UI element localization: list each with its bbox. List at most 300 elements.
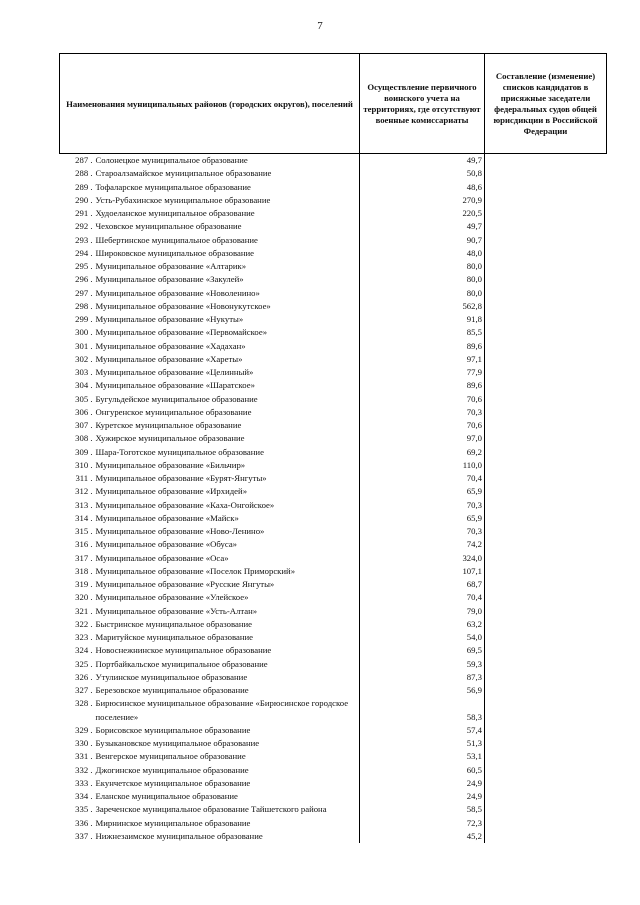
row-military-value: 97,1 xyxy=(360,353,485,366)
row-municipality-name: Муниципальное образование «Поселок Приморский» xyxy=(95,565,296,576)
row-jury-value xyxy=(485,340,607,353)
row-municipality-name: Солонецкое муниципальное образование xyxy=(95,155,248,165)
row-municipality-name: Бузыкановское муниципальное образование xyxy=(95,738,260,748)
row-municipality-name: Муниципальное образование «Усть-Алтан» xyxy=(95,605,258,616)
row-number: 323 . xyxy=(75,632,93,642)
row-military-value: 70,3 xyxy=(360,406,485,419)
row-jury-value xyxy=(485,472,607,485)
row-name-cell xyxy=(60,393,360,406)
row-military-value: 85,5 xyxy=(360,326,485,339)
table-row xyxy=(60,167,607,180)
row-military-value: 87,3 xyxy=(360,671,485,684)
row-municipality-name: Быстринское муниципальное образование xyxy=(95,618,252,629)
row-name-cell xyxy=(60,167,360,180)
table-row xyxy=(60,446,607,459)
table-row xyxy=(60,194,607,207)
row-municipality-name: Худоеланское муниципальное образование xyxy=(95,208,255,218)
row-number: 314 . xyxy=(75,512,93,523)
table-row xyxy=(60,220,607,233)
row-number: 301 . xyxy=(75,340,93,351)
row-name-cell xyxy=(60,552,360,565)
row-jury-value xyxy=(485,684,607,697)
row-military-value: 562,8 xyxy=(360,300,485,313)
table-row xyxy=(60,207,607,220)
row-military-value: 58,3 xyxy=(360,697,485,724)
table-row xyxy=(60,538,607,551)
row-military-value: 45,2 xyxy=(360,830,485,843)
row-military-value: 72,3 xyxy=(360,817,485,830)
row-name-cell xyxy=(60,777,360,790)
row-name-cell xyxy=(60,499,360,512)
row-name-cell xyxy=(60,565,360,578)
row-jury-value xyxy=(485,326,607,339)
row-municipality-name: Утулинское муниципальное образование xyxy=(95,671,248,682)
row-number: 336 . xyxy=(75,817,93,828)
row-municipality-name: Нижнезаимское муниципальное образование xyxy=(95,830,263,841)
row-number: 318 . xyxy=(75,565,93,576)
row-name-cell xyxy=(60,605,360,618)
row-municipality-name: Онгуренское муниципальное образование xyxy=(95,406,252,417)
row-jury-value xyxy=(485,379,607,392)
row-military-value: 220,5 xyxy=(360,207,485,220)
row-number: 321 . xyxy=(75,605,93,616)
municipal-table xyxy=(59,53,607,843)
row-name-cell xyxy=(60,631,360,644)
row-municipality-name: Муниципальное образование «Хадахан» xyxy=(95,340,246,351)
row-number: 303 . xyxy=(75,367,93,377)
row-jury-value xyxy=(485,618,607,631)
row-municipality-name: Муниципальное образование «Целинный» xyxy=(95,367,254,377)
row-number: 302 . xyxy=(75,353,93,364)
row-name-cell xyxy=(60,803,360,816)
row-military-value: 90,7 xyxy=(360,234,485,247)
table-row xyxy=(60,406,607,419)
row-jury-value xyxy=(485,578,607,591)
table-row xyxy=(60,353,607,366)
row-municipality-name: Мирнинское муниципальное образование xyxy=(95,817,251,828)
header-name: Наименования муниципальных районов (городских округов), поселений xyxy=(60,54,360,154)
row-number: 325 . xyxy=(75,658,93,669)
row-municipality-name: Муниципальное образование «Новонукутское» xyxy=(95,300,271,311)
row-jury-value xyxy=(485,353,607,366)
row-number: 330 . xyxy=(75,738,93,748)
row-name-cell xyxy=(60,737,360,750)
table-row xyxy=(60,591,607,604)
row-jury-value xyxy=(485,499,607,512)
row-name-cell xyxy=(60,750,360,763)
row-number: 322 . xyxy=(75,618,93,629)
row-jury-value xyxy=(485,724,607,737)
table-row xyxy=(60,432,607,445)
row-military-value: 68,7 xyxy=(360,578,485,591)
row-number: 313 . xyxy=(75,499,93,510)
row-name-cell xyxy=(60,764,360,777)
row-number: 304 . xyxy=(75,380,93,391)
row-number: 312 . xyxy=(75,486,93,497)
row-municipality-name: Муниципальное образование «Бурят-Янгуты» xyxy=(95,473,267,483)
table-row xyxy=(60,605,607,618)
row-number: 337 . xyxy=(75,830,93,841)
row-military-value: 79,0 xyxy=(360,605,485,618)
table-row xyxy=(60,565,607,578)
table-row xyxy=(60,525,607,538)
row-military-value: 91,8 xyxy=(360,313,485,326)
row-jury-value xyxy=(485,750,607,763)
row-military-value: 58,5 xyxy=(360,803,485,816)
row-municipality-name: Муниципальное образование «Хареты» xyxy=(95,353,243,364)
row-municipality-name: Муниципальное образование «Улейское» xyxy=(95,592,249,603)
row-military-value: 77,9 xyxy=(360,366,485,379)
row-military-value: 80,0 xyxy=(360,273,485,286)
table-row xyxy=(60,181,607,194)
row-jury-value xyxy=(485,167,607,180)
row-municipality-name: Чеховское муниципальное образование xyxy=(95,221,242,232)
row-jury-value xyxy=(485,313,607,326)
row-number: 327 . xyxy=(75,685,93,695)
row-municipality-name: Муниципальное образование «Ново-Ленино» xyxy=(95,526,265,536)
row-municipality-name: Хужирское муниципальное образование xyxy=(95,433,245,444)
table-row xyxy=(60,764,607,777)
row-jury-value xyxy=(485,194,607,207)
header-jury-lists: Составление (изменение) списков кандидатов в присяжные заседатели федеральных судов общей юрисдикции в Российской Федерации xyxy=(485,54,607,154)
row-military-value: 74,2 xyxy=(360,538,485,551)
row-municipality-name: Борисовское муниципальное образование xyxy=(95,724,251,735)
table-body xyxy=(60,154,607,844)
row-name-cell xyxy=(60,671,360,684)
row-municipality-name: Усть-Рубахинское муниципальное образование xyxy=(95,194,271,205)
header-military-registration: Осуществление первичного воинского учета на территориях, где отсутствуют военные комиссариаты xyxy=(360,54,485,154)
table-row xyxy=(60,393,607,406)
row-municipality-name: Муниципальное образование «Майск» xyxy=(95,512,239,523)
row-military-value: 49,7 xyxy=(360,154,485,168)
row-number: 287 . xyxy=(75,155,93,165)
row-name-cell xyxy=(60,459,360,472)
row-military-value: 89,6 xyxy=(360,379,485,392)
row-number: 297 . xyxy=(75,287,93,298)
row-jury-value xyxy=(485,631,607,644)
row-military-value: 59,3 xyxy=(360,658,485,671)
row-military-value: 80,0 xyxy=(360,287,485,300)
row-municipality-name: Староалзамайское муниципальное образование xyxy=(95,168,272,179)
table-row xyxy=(60,671,607,684)
row-name-cell xyxy=(60,446,360,459)
row-number: 291 . xyxy=(75,208,93,218)
row-name-cell xyxy=(60,181,360,194)
row-name-cell xyxy=(60,618,360,631)
row-number: 335 . xyxy=(75,804,93,815)
row-number: 300 . xyxy=(75,327,93,338)
row-municipality-name: Муниципальное образование «Алтарик» xyxy=(95,261,247,271)
row-number: 293 . xyxy=(75,234,93,245)
row-military-value: 70,4 xyxy=(360,472,485,485)
row-military-value: 63,2 xyxy=(360,618,485,631)
row-municipality-name: Широковское муниципальное образование xyxy=(95,247,255,258)
row-jury-value xyxy=(485,817,607,830)
row-number: 311 . xyxy=(75,473,93,483)
row-municipality-name: Муниципальное образование «Первомайское» xyxy=(95,327,268,338)
row-name-cell xyxy=(60,419,360,432)
row-name-cell xyxy=(60,220,360,233)
table-row xyxy=(60,552,607,565)
table-row xyxy=(60,419,607,432)
row-jury-value xyxy=(485,485,607,498)
row-jury-value xyxy=(485,591,607,604)
table-row xyxy=(60,777,607,790)
row-jury-value xyxy=(485,273,607,286)
row-jury-value xyxy=(485,446,607,459)
row-jury-value xyxy=(485,658,607,671)
row-jury-value xyxy=(485,432,607,445)
table-row xyxy=(60,737,607,750)
row-jury-value xyxy=(485,406,607,419)
row-name-cell xyxy=(60,525,360,538)
row-municipality-name: Венгерское муниципальное образование xyxy=(95,751,246,762)
row-name-cell xyxy=(60,287,360,300)
row-military-value: 70,3 xyxy=(360,499,485,512)
table-row xyxy=(60,379,607,392)
table-row xyxy=(60,512,607,525)
table-row xyxy=(60,697,607,724)
row-name-cell xyxy=(60,817,360,830)
row-military-value: 80,0 xyxy=(360,260,485,273)
row-military-value: 110,0 xyxy=(360,459,485,472)
row-jury-value xyxy=(485,565,607,578)
row-name-cell xyxy=(60,366,360,379)
table-row xyxy=(60,340,607,353)
row-name-cell xyxy=(60,432,360,445)
row-number: 298 . xyxy=(75,300,93,311)
row-number: 310 . xyxy=(75,459,93,470)
row-name-cell xyxy=(60,472,360,485)
row-number: 295 . xyxy=(75,261,93,271)
row-number: 316 . xyxy=(75,539,93,550)
row-number: 307 . xyxy=(75,420,93,430)
row-jury-value xyxy=(485,671,607,684)
row-name-cell xyxy=(60,207,360,220)
row-military-value: 49,7 xyxy=(360,220,485,233)
row-municipality-name: Муниципальное образование «Новоленино» xyxy=(95,287,260,298)
table-row xyxy=(60,750,607,763)
row-municipality-name: Муниципальное образование «Русские Янгуты» xyxy=(95,579,275,589)
row-jury-value xyxy=(485,207,607,220)
row-number: 309 . xyxy=(75,446,93,457)
row-municipality-name: Муниципальное образование «Ирхидей» xyxy=(95,486,248,497)
row-municipality-name: Джогинское муниципальное образование xyxy=(95,764,249,775)
table-row xyxy=(60,326,607,339)
row-military-value: 24,9 xyxy=(360,777,485,790)
table-row xyxy=(60,790,607,803)
row-municipality-name: Маритуйское муниципальное образование xyxy=(95,632,253,642)
row-number: 290 . xyxy=(75,194,93,205)
row-military-value: 69,5 xyxy=(360,644,485,657)
table-row xyxy=(60,234,607,247)
row-name-cell xyxy=(60,247,360,260)
row-municipality-name: Еланское муниципальное образование xyxy=(95,791,238,801)
row-jury-value xyxy=(485,644,607,657)
table-row xyxy=(60,803,607,816)
row-jury-value xyxy=(485,803,607,816)
row-military-value: 65,9 xyxy=(360,512,485,525)
row-municipality-name: Портбайкальское муниципальное образование xyxy=(95,658,268,669)
row-name-cell xyxy=(60,194,360,207)
row-name-cell xyxy=(60,658,360,671)
row-military-value: 50,8 xyxy=(360,167,485,180)
row-municipality-name: Шебертинское муниципальное образование xyxy=(95,234,258,245)
row-name-cell xyxy=(60,697,360,724)
row-military-value: 51,3 xyxy=(360,737,485,750)
row-number: 324 . xyxy=(75,645,93,656)
row-military-value: 56,9 xyxy=(360,684,485,697)
row-number: 332 . xyxy=(75,764,93,775)
row-military-value: 65,9 xyxy=(360,485,485,498)
row-name-cell xyxy=(60,644,360,657)
row-jury-value xyxy=(485,459,607,472)
table-row xyxy=(60,485,607,498)
row-jury-value xyxy=(485,393,607,406)
row-name-cell xyxy=(60,379,360,392)
table-row xyxy=(60,472,607,485)
row-municipality-name: Муниципальное образование «Нукуты» xyxy=(95,314,244,324)
row-name-cell xyxy=(60,340,360,353)
row-municipality-name: Куретское муниципальное образование xyxy=(95,420,242,430)
row-municipality-name: Екунчетское муниципальное образование xyxy=(95,777,251,788)
row-name-cell xyxy=(60,830,360,843)
row-municipality-name: Бирюсинское муниципальное образование «Бирюсинское городское поселение» xyxy=(95,698,349,722)
row-number: 292 . xyxy=(75,221,93,232)
row-jury-value xyxy=(485,260,607,273)
row-name-cell xyxy=(60,300,360,313)
row-jury-value xyxy=(485,552,607,565)
row-military-value: 53,1 xyxy=(360,750,485,763)
row-name-cell xyxy=(60,512,360,525)
row-number: 315 . xyxy=(75,526,93,536)
row-number: 306 . xyxy=(75,406,93,417)
table-row xyxy=(60,830,607,843)
row-name-cell xyxy=(60,273,360,286)
row-jury-value xyxy=(485,830,607,843)
row-jury-value xyxy=(485,154,607,168)
row-number: 331 . xyxy=(75,751,93,762)
row-name-cell xyxy=(60,724,360,737)
table-row xyxy=(60,300,607,313)
row-name-cell xyxy=(60,313,360,326)
row-military-value: 48,6 xyxy=(360,181,485,194)
row-military-value: 107,1 xyxy=(360,565,485,578)
row-name-cell xyxy=(60,684,360,697)
row-jury-value xyxy=(485,247,607,260)
row-jury-value xyxy=(485,234,607,247)
table-row xyxy=(60,273,607,286)
row-jury-value xyxy=(485,790,607,803)
table-row xyxy=(60,287,607,300)
row-military-value: 54,0 xyxy=(360,631,485,644)
row-municipality-name: Муниципальное образование «Бильчир» xyxy=(95,459,246,470)
row-number: 334 . xyxy=(75,791,93,801)
table-row xyxy=(60,618,607,631)
row-municipality-name: Березовское муниципальное образование xyxy=(95,685,249,695)
row-municipality-name: Зареченское муниципальное образование Тайшетского района xyxy=(95,804,327,815)
row-name-cell xyxy=(60,406,360,419)
row-jury-value xyxy=(485,737,607,750)
row-jury-value xyxy=(485,538,607,551)
row-number: 305 . xyxy=(75,393,93,404)
row-jury-value xyxy=(485,181,607,194)
row-municipality-name: Тофаларское муниципальное образование xyxy=(95,181,251,192)
row-municipality-name: Муниципальное образование «Оса» xyxy=(95,552,229,563)
table-row xyxy=(60,366,607,379)
row-number: 317 . xyxy=(75,552,93,563)
row-military-value: 48,0 xyxy=(360,247,485,260)
row-name-cell xyxy=(60,353,360,366)
row-military-value: 89,6 xyxy=(360,340,485,353)
row-municipality-name: Муниципальное образование «Шаратское» xyxy=(95,380,255,391)
row-military-value: 324,0 xyxy=(360,552,485,565)
table-row xyxy=(60,260,607,273)
table-row xyxy=(60,724,607,737)
row-number: 328 . xyxy=(75,698,93,709)
row-name-cell xyxy=(60,154,360,168)
table-row xyxy=(60,499,607,512)
row-jury-value xyxy=(485,220,607,233)
table-row xyxy=(60,658,607,671)
row-military-value: 69,2 xyxy=(360,446,485,459)
row-jury-value xyxy=(485,605,607,618)
row-military-value: 70,4 xyxy=(360,591,485,604)
row-municipality-name: Новоснежнинское муниципальное образование xyxy=(95,645,272,656)
row-military-value: 270,9 xyxy=(360,194,485,207)
row-number: 320 . xyxy=(75,592,93,603)
row-number: 296 . xyxy=(75,274,93,285)
row-municipality-name: Муниципальное образование «Обуса» xyxy=(95,539,238,550)
row-number: 288 . xyxy=(75,168,93,179)
row-number: 308 . xyxy=(75,433,93,444)
table-row xyxy=(60,247,607,260)
table-row xyxy=(60,459,607,472)
table-row xyxy=(60,644,607,657)
row-jury-value xyxy=(485,512,607,525)
row-number: 294 . xyxy=(75,247,93,258)
table-row xyxy=(60,817,607,830)
row-military-value: 24,9 xyxy=(360,790,485,803)
row-name-cell xyxy=(60,260,360,273)
row-name-cell xyxy=(60,538,360,551)
row-military-value: 60,5 xyxy=(360,764,485,777)
table-row xyxy=(60,578,607,591)
row-municipality-name: Муниципальное образование «Каха-Онгойское» xyxy=(95,499,275,510)
row-jury-value xyxy=(485,525,607,538)
row-jury-value xyxy=(485,366,607,379)
row-name-cell xyxy=(60,578,360,591)
row-jury-value xyxy=(485,697,607,724)
row-military-value: 70,6 xyxy=(360,419,485,432)
row-municipality-name: Шара-Тоготское муниципальное образование xyxy=(95,446,264,457)
table-row xyxy=(60,154,607,168)
table-row xyxy=(60,631,607,644)
row-municipality-name: Муниципальное образование «Закулей» xyxy=(95,274,244,285)
row-number: 333 . xyxy=(75,777,93,788)
row-military-value: 57,4 xyxy=(360,724,485,737)
row-municipality-name: Бугульдейское муниципальное образование xyxy=(95,393,258,404)
row-military-value: 70,6 xyxy=(360,393,485,406)
row-name-cell xyxy=(60,234,360,247)
row-jury-value xyxy=(485,419,607,432)
row-number: 319 . xyxy=(75,579,93,589)
row-number: 289 . xyxy=(75,181,93,192)
row-name-cell xyxy=(60,790,360,803)
row-jury-value xyxy=(485,764,607,777)
row-number: 299 . xyxy=(75,314,93,324)
row-jury-value xyxy=(485,287,607,300)
